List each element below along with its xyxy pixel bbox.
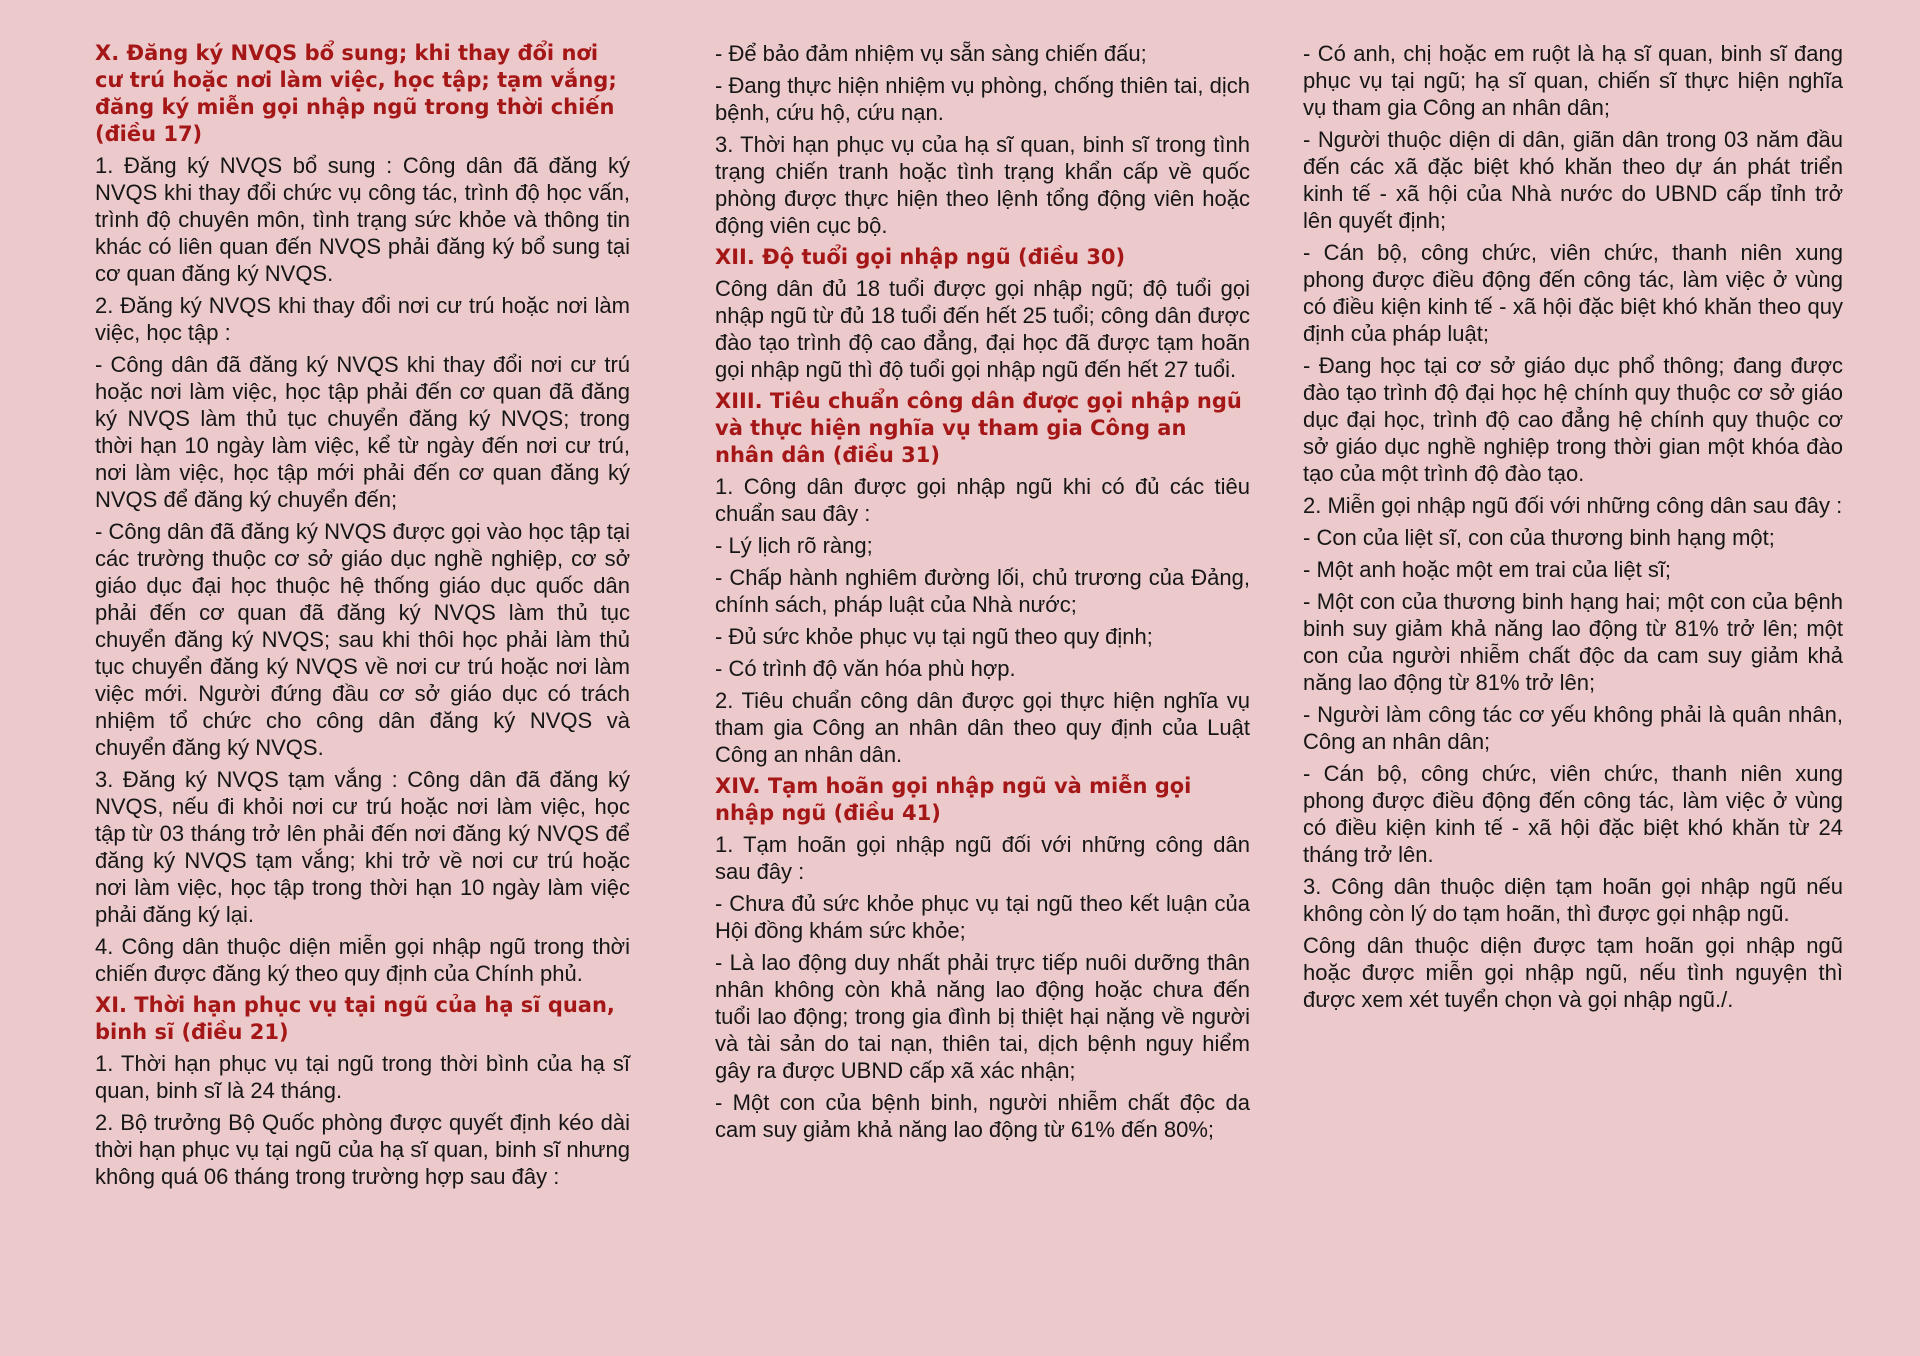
section-heading: XI. Thời hạn phục vụ tại ngũ của hạ sĩ quan, binh sĩ (điều 21) — [95, 993, 615, 1044]
paragraph: - Là lao động duy nhất phải trực tiếp nuôi dưỡng thân nhân không còn khả năng lao động hoặc chưa đến tuổi lao động; trong gia đình bị thiệt hại nặng về người và tài sản do tai nạn, thiên tai, dịch bệnh nguy hiểm gây ra được UBND cấp xã xác nhận; — [715, 950, 1250, 1083]
paragraph: Công dân thuộc diện được tạm hoãn gọi nhập ngũ hoặc được miễn gọi nhập ngũ, nếu tình nguyện thì được xem xét tuyển chọn và gọi nhập ngũ./. — [1303, 933, 1843, 1012]
paragraph: 1. Tạm hoãn gọi nhập ngũ đối với những công dân sau đây : — [715, 832, 1250, 884]
paragraph: 3. Công dân thuộc diện tạm hoãn gọi nhập ngũ nếu không còn lý do tạm hoãn, thì được gọi nhập ngũ. — [1303, 874, 1843, 926]
section-heading: XII. Độ tuổi gọi nhập ngũ (điều 30) — [715, 245, 1126, 269]
paragraph: - Con của liệt sĩ, con của thương binh hạng một; — [1303, 525, 1775, 550]
paragraph: - Người làm công tác cơ yếu không phải là quân nhân, Công an nhân dân; — [1303, 702, 1843, 754]
paragraph: 3. Thời hạn phục vụ của hạ sĩ quan, binh sĩ trong tình trạng chiến tranh hoặc tình trạng khẩn cấp về quốc phòng được thực hiện theo lệnh tổng động viên hoặc động viên cục bộ. — [715, 132, 1250, 238]
paragraph: 2. Đăng ký NVQS khi thay đổi nơi cư trú hoặc nơi làm việc, học tập : — [95, 293, 630, 345]
section-heading: XIV. Tạm hoãn gọi nhập ngũ và miễn gọi nhập ngũ (điều 41) — [715, 774, 1192, 825]
paragraph: 1. Thời hạn phục vụ tại ngũ trong thời bình của hạ sĩ quan, binh sĩ là 24 tháng. — [95, 1051, 630, 1103]
paragraph: - Có anh, chị hoặc em ruột là hạ sĩ quan, binh sĩ đang phục vụ tại ngũ; hạ sĩ quan, chiến sĩ thực hiện nghĩa vụ tham gia Công an nhân dân; — [1303, 41, 1843, 120]
paragraph: 2. Tiêu chuẩn công dân được gọi thực hiện nghĩa vụ tham gia Công an nhân dân theo quy định của Luật Công an nhân dân. — [715, 688, 1250, 767]
paragraph: 2. Bộ trưởng Bộ Quốc phòng được quyết định kéo dài thời hạn phục vụ tại ngũ của hạ sĩ quan, binh sĩ nhưng không quá 06 tháng trong trường hợp sau đây : — [95, 1110, 630, 1189]
paragraph: - Đang thực hiện nhiệm vụ phòng, chống thiên tai, dịch bệnh, cứu hộ, cứu nạn. — [715, 73, 1250, 125]
paragraph: - Chấp hành nghiêm đường lối, chủ trương của Đảng, chính sách, pháp luật của Nhà nước; — [715, 565, 1250, 617]
paragraph: 1. Đăng ký NVQS bổ sung : Công dân đã đăng ký NVQS khi thay đổi chức vụ công tác, trình độ học vấn, trình độ chuyên môn, tình trạng sức khỏe và thông tin khác có liên quan đến NVQS phải đăng ký bổ sung tại cơ quan đăng ký NVQS. — [95, 153, 630, 286]
paragraph: - Một con của thương binh hạng hai; một con của bệnh binh suy giảm khả năng lao động từ 81% trở lên; một con của người nhiễm chất độc da cam suy giảm khả năng lao động từ 81% trở lên; — [1303, 589, 1843, 695]
paragraph: 4. Công dân thuộc diện miễn gọi nhập ngũ trong thời chiến được đăng ký theo quy định của Chính phủ. — [95, 934, 630, 986]
column-right — [1303, 40, 1843, 1018]
paragraph: - Có trình độ văn hóa phù hợp. — [715, 656, 1016, 681]
paragraph: 1. Công dân được gọi nhập ngũ khi có đủ các tiêu chuẩn sau đây : — [715, 474, 1250, 526]
paragraph: - Cán bộ, công chức, viên chức, thanh niên xung phong được điều động đến công tác, làm việc ở vùng có điều kiện kinh tế - xã hội đặc biệt khó khăn theo quy định của pháp luật; — [1303, 240, 1843, 346]
paragraph: - Công dân đã đăng ký NVQS được gọi vào học tập tại các trường thuộc cơ sở giáo dục nghề nghiệp, cơ sở giáo dục đại học thuộc hệ thống giáo dục quốc dân phải đến cơ quan đã đăng ký NVQS làm thủ tục chuyển đăng ký NVQS; sau khi thôi học phải làm thủ tục chuyển đăng ký NVQS về nơi cư trú hoặc nơi làm việc mới. Người đứng đầu cơ sở giáo dục có trách nhiệm tổ chức cho công dân đăng ký NVQS và chuyển đăng ký NVQS. — [95, 519, 630, 760]
column-middle — [715, 40, 1250, 1148]
paragraph: - Cán bộ, công chức, viên chức, thanh niên xung phong được điều động đến công tác, làm việc ở vùng có điều kiện kinh tế - xã hội đặc biệt khó khăn từ 24 tháng trở lên. — [1303, 761, 1843, 867]
paragraph: - Đang học tại cơ sở giáo dục phổ thông; đang được đào tạo trình độ đại học hệ chính quy thuộc cơ sở giáo dục đại học, trình độ cao đẳng hệ chính quy thuộc cơ sở giáo dục nghề nghiệp trong thời gian một khóa đào tạo của một trình độ đào tạo. — [1303, 353, 1843, 486]
paragraph: - Để bảo đảm nhiệm vụ sẵn sàng chiến đấu; — [715, 41, 1147, 66]
paragraph: - Một anh hoặc một em trai của liệt sĩ; — [1303, 557, 1672, 582]
paragraph: Công dân đủ 18 tuổi được gọi nhập ngũ; độ tuổi gọi nhập ngũ từ đủ 18 tuổi đến hết 25 tuổi; công dân được đào tạo trình độ cao đẳng, đại học đã được tạm hoãn gọi nhập ngũ thì độ tuổi gọi nhập ngũ đến hết 27 tuổi. — [715, 276, 1250, 382]
paragraph: - Đủ sức khỏe phục vụ tại ngũ theo quy định; — [715, 624, 1153, 649]
section-heading: X. Đăng ký NVQS bổ sung; khi thay đổi nơi cư trú hoặc nơi làm việc, học tập; tạm vắng; đăng ký miễn gọi nhập ngũ trong thời chiến (điều 17) — [95, 41, 617, 146]
paragraph: 2. Miễn gọi nhập ngũ đối với những công dân sau đây : — [1303, 493, 1843, 518]
column-left — [95, 40, 630, 1195]
paragraph: - Một con của bệnh binh, người nhiễm chất độc da cam suy giảm khả năng lao động từ 61% đến 80%; — [715, 1090, 1250, 1142]
paragraph: - Lý lịch rõ ràng; — [715, 533, 873, 558]
paragraph: - Người thuộc diện di dân, giãn dân trong 03 năm đầu đến các xã đặc biệt khó khăn theo dự án phát triển kinh tế - xã hội của Nhà nước do UBND cấp tỉnh trở lên quyết định; — [1303, 127, 1843, 233]
paragraph: 3. Đăng ký NVQS tạm vắng : Công dân đã đăng ký NVQS, nếu đi khỏi nơi cư trú hoặc nơi làm việc, học tập từ 03 tháng trở lên phải đến nơi đăng ký NVQS để đăng ký NVQS tạm vắng; khi trở về nơi cư trú hoặc nơi làm việc, học tập trong thời hạn 10 ngày làm việc phải đăng ký lại. — [95, 767, 630, 927]
section-heading: XIII. Tiêu chuẩn công dân được gọi nhập ngũ và thực hiện nghĩa vụ tham gia Công an nhân dân (điều 31) — [715, 389, 1242, 467]
paragraph: - Công dân đã đăng ký NVQS khi thay đổi nơi cư trú hoặc nơi làm việc, học tập phải đến cơ quan đã đăng ký NVQS làm thủ tục chuyển đăng ký NVQS; trong thời hạn 10 ngày làm việc, kể từ ngày đến nơi cư trú, nơi làm việc, học tập mới phải đến cơ quan đăng ký NVQS để đăng ký chuyển đến; — [95, 352, 630, 512]
paragraph: - Chưa đủ sức khỏe phục vụ tại ngũ theo kết luận của Hội đồng khám sức khỏe; — [715, 891, 1250, 943]
